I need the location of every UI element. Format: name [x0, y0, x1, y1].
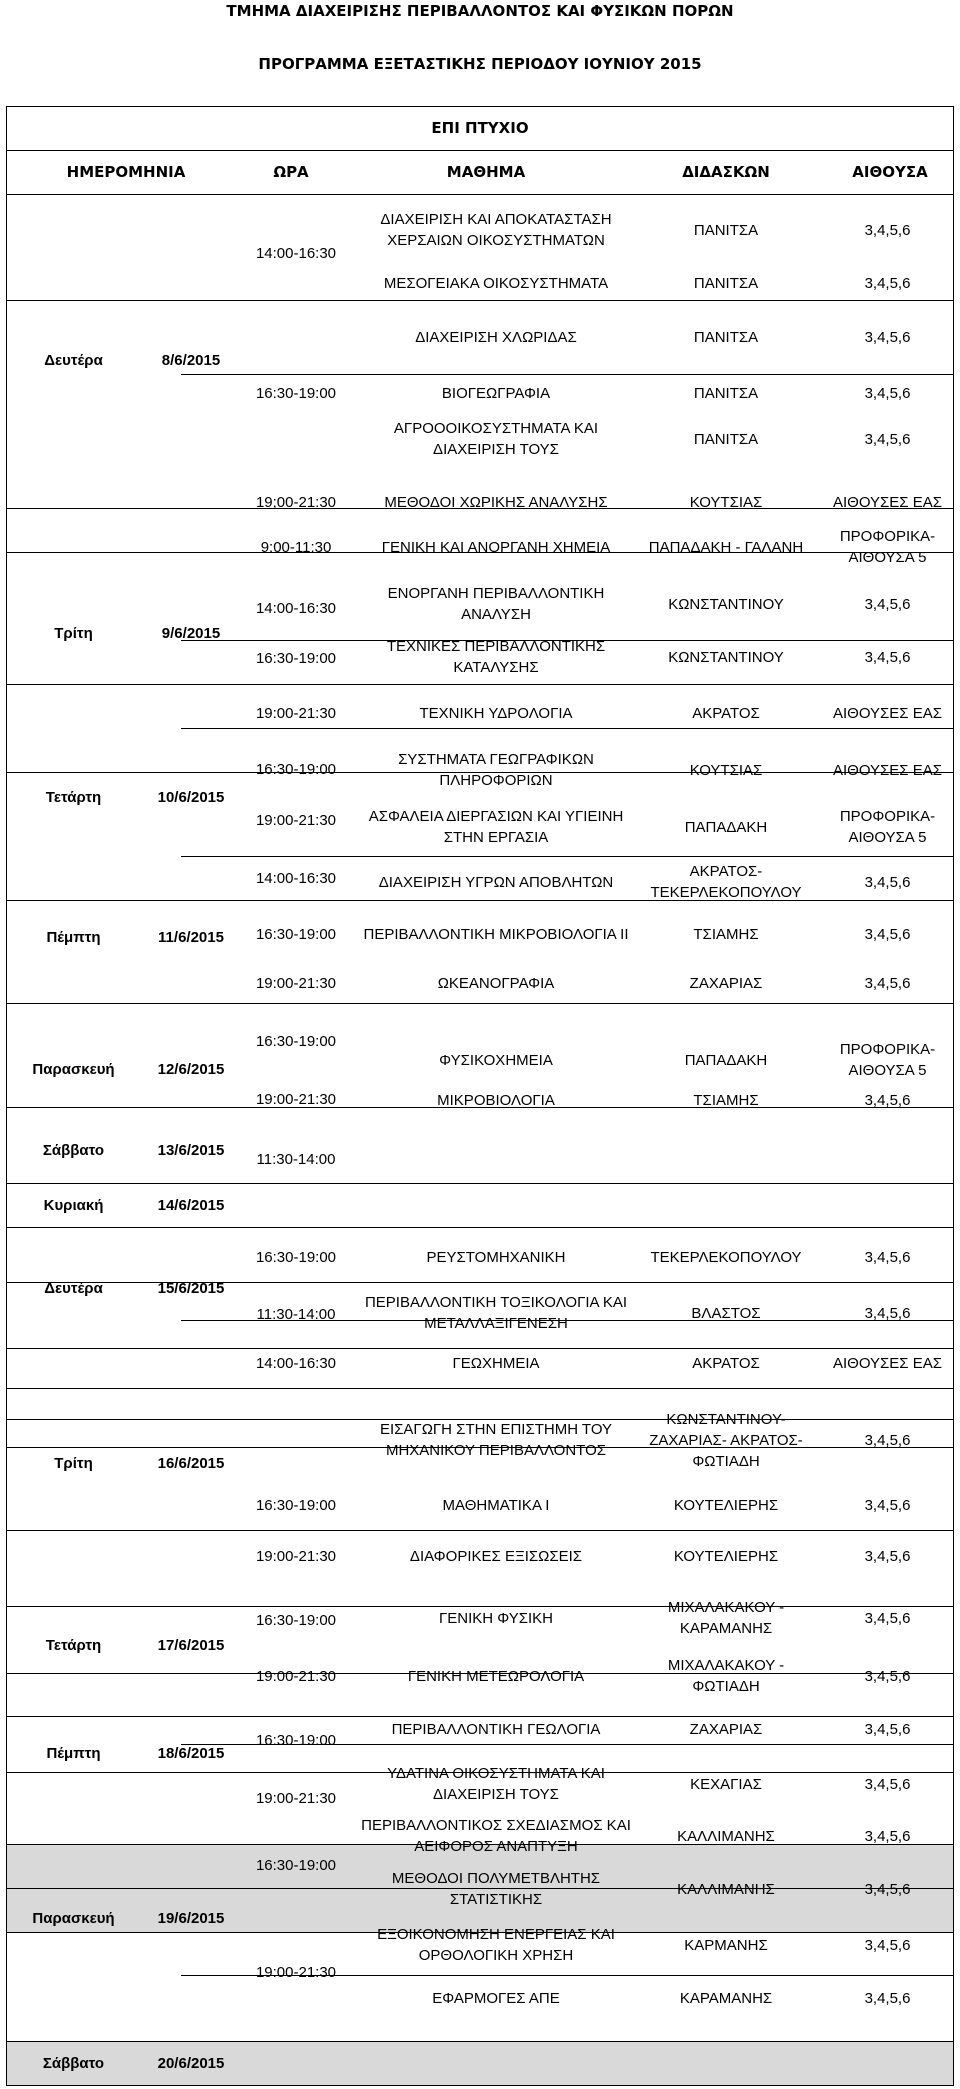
exam-instructor: ΚΑΡΑΜΑΝΗΣ: [679, 1989, 773, 2007]
exam-time: 16:30-19:00: [255, 760, 337, 778]
exam-course: ΠΕΡΙΒΑΛΛΟΝΤΙΚΗ ΜΙΚΡΟΒΙΟΛΟΓΙΑ ΙΙ: [363, 925, 629, 943]
exam-course: ΔΙΑΧΕΙΡΙΣΗ ΥΓΡΩΝ ΑΠΟΒΛΗΤΩΝ: [378, 873, 614, 891]
day-date: 19/6/2015: [157, 1909, 225, 1927]
exam-room: 3,4,5,6: [864, 1989, 911, 2007]
exam-room: 3,4,5,6: [864, 384, 911, 402]
exam-course: ΑΣΦΑΛΕΙΑ ΔΙΕΡΓΑΣΙΩΝ ΚΑΙ ΥΓΙΕΙΝΗ ΣΤΗΝ ΕΡΓΑΣΙΑ: [368, 808, 624, 846]
exam-time: 19;00-21:30: [255, 493, 337, 511]
exam-instructor: ΠΑΠΑΔΑΚΗ: [684, 1051, 768, 1069]
exam-course: ΩΚΕΑΝΟΓΡΑΦΙΑ: [437, 974, 555, 992]
exam-instructor: ΚΑΡΜΑΝΗΣ: [684, 1936, 768, 1954]
exam-course: ΠΕΡΙΒΑΛΛΟΝΤΙΚΗ ΓΕΩΛΟΓΙΑ: [391, 1720, 601, 1738]
day-date: 14/6/2015: [157, 1196, 225, 1214]
day-date: 16/6/2015: [157, 1454, 225, 1472]
exam-time: 11:30-14:00: [256, 1305, 336, 1323]
exam-course: ΔΙΑΧΕΙΡΙΣΗ ΧΛΩΡΙΔΑΣ: [415, 328, 577, 346]
exam-time: 14:00-16:30: [255, 599, 337, 617]
exam-course: ΜΑΘΗΜΑΤΙΚΑ Ι: [442, 1496, 550, 1514]
exam-time: 19:00-21:30: [255, 1667, 337, 1685]
exam-room: 3,4,5,6: [864, 274, 911, 292]
header-time: ΩΡΑ: [273, 162, 309, 181]
exam-course: ΕΞΟΙΚΟΝΟΜΗΣΗ ΕΝΕΡΓΕΙΑΣ ΚΑΙ ΟΡΘΟΛΟΓΙΚΗ ΧΡΗΣΗ: [377, 1926, 615, 1964]
exam-course: ΜΙΚΡΟΒΙΟΛΟΓΙΑ: [437, 1091, 555, 1109]
exam-room: 3,4,5,6: [864, 1827, 911, 1845]
exam-time: 19:00-21:30: [255, 704, 337, 722]
exam-time: 9:00-11:30: [260, 538, 332, 556]
day-date: 15/6/2015: [157, 1279, 225, 1297]
day-name: Παρασκευή: [32, 1909, 115, 1927]
exam-room: 3,4,5,6: [864, 221, 911, 239]
exam-instructor: ΠΑΠΑΔΑΚΗ - ΓΑΛΑΝΗ: [648, 538, 804, 556]
exam-room: 3,4,5,6: [864, 1431, 911, 1449]
page-title: ΤΜΗΜΑ ΔΙΑΧΕΙΡΙΣΗΣ ΠΕΡΙΒΑΛΛΟΝΤΟΣ ΚΑΙ ΦΥΣΙΚΩΝ ΠΟΡΩΝ: [226, 2, 734, 20]
exam-course: ΕΦΑΡΜΟΓΕΣ ΑΠΕ: [432, 1989, 560, 2007]
exam-course: ΜΕΣΟΓΕΙΑΚΑ ΟΙΚΟΣΥΣΤΗΜΑΤΑ: [383, 274, 609, 292]
exam-room: 3,4,5,6: [864, 1775, 911, 1793]
exam-room: ΑΙΘΟΥΣΕΣ ΕΑΣ: [832, 493, 943, 511]
exam-instructor: ΚΟΥΤΕΛΙΕΡΗΣ: [673, 1547, 779, 1565]
exam-course: ΡΕΥΣΤΟΜΗΧΑΝΙΚΗ: [426, 1248, 566, 1266]
exam-instructor: ΤΣΙΑΜΗΣ: [693, 925, 759, 943]
exam-room: 3,4,5,6: [864, 1880, 911, 1898]
exam-instructor: ΤΕΚΕΡΛΕΚΟΠΟΥΛΟΥ: [650, 1248, 802, 1266]
day-name: Σάββατο: [42, 2054, 105, 2072]
day-name: Δευτέρα: [44, 1279, 103, 1297]
exam-course: ΦΥΣΙΚΟΧΗΜΕΙΑ: [439, 1051, 553, 1069]
exam-instructor: ΠΑΝΙΤΣΑ: [693, 221, 759, 239]
exam-schedule-table: [6, 106, 954, 2086]
exam-room: ΠΡΟΦΟΡΙΚΑ- ΑΙΘΟΥΣΑ 5: [839, 528, 936, 566]
exam-time: 14:00-16:30: [255, 869, 337, 887]
exam-instructor: ΚΑΛΛΙΜΑΝΗΣ: [677, 1880, 775, 1898]
exam-course: ΤΕΧΝΙΚΗ ΥΔΡΟΛΟΓΙΑ: [419, 704, 573, 722]
day-name: Παρασκευή: [32, 1060, 115, 1078]
exam-time: 19:00-21:30: [255, 1789, 337, 1807]
day-name: Τρίτη: [54, 1454, 93, 1472]
exam-time: 16:30-19:00: [255, 925, 337, 943]
exam-time: 16:30-19:00: [255, 1611, 337, 1629]
header-date: ΗΜΕΡΟΜΗΝΙΑ: [66, 162, 186, 181]
header-room: ΑΙΘΟΥΣΑ: [852, 162, 928, 181]
section-title: ΕΠΙ ΠΤΥΧΙΟ: [431, 118, 529, 137]
day-date: 13/6/2015: [157, 1141, 225, 1159]
exam-room: 3,4,5,6: [864, 1091, 911, 1109]
exam-instructor: ΚΕΧΑΓΙΑΣ: [690, 1775, 762, 1793]
exam-course: ΠΕΡΙΒΑΛΛΟΝΤΙΚΗ ΤΟΞΙΚΟΛΟΓΙΑ ΚΑΙ ΜΕΤΑΛΛΑΞΙΓΕΝΕΣΗ: [364, 1294, 628, 1332]
exam-time: 19:00-21:30: [255, 974, 337, 992]
exam-room: 3,4,5,6: [864, 1667, 911, 1685]
exam-course: ΓΕΝΙΚΗ ΚΑΙ ΑΝΟΡΓΑΝΗ ΧΗΜΕΙΑ: [381, 538, 611, 556]
exam-course: ΜΕΘΟΔΟΙ ΠΟΛΥΜΕΤΒΛΗΤΗΣ ΣΤΑΤΙΣΤΙΚΗΣ: [391, 1870, 601, 1908]
exam-instructor: ΚΩΝΣΤΑΝΤΙΝΟΥ: [668, 595, 784, 613]
exam-instructor: ΠΑΝΙΤΣΑ: [693, 430, 759, 448]
day-date: 9/6/2015: [161, 624, 221, 642]
exam-room: ΠΡΟΦΟΡΙΚΑ- ΑΙΘΟΥΣΑ 5: [839, 1041, 936, 1079]
exam-instructor: ΚΩΝΣΤΑΝΤΙΝΟΥ- ΖΑΧΑΡΙΑΣ- ΑΚΡΑΤΟΣ- ΦΩΤΙΑΔΗ: [649, 1410, 803, 1470]
exam-time: 16:30-19:00: [255, 1731, 337, 1749]
exam-time: 16:30-19:00: [255, 384, 337, 402]
exam-instructor: ΚΟΥΤΕΛΙΕΡΗΣ: [673, 1496, 779, 1514]
exam-course: ΔΙΑΧΕΙΡΙΣΗ ΚΑΙ ΑΠΟΚΑΤΑΣΤΑΣΗ ΧΕΡΣΑΙΩΝ ΟΙΚΟΣΥΣΤΗΜΑΤΩΝ: [380, 211, 612, 249]
exam-course: ΔΙΑΦΟΡΙΚΕΣ ΕΞΙΣΩΣΕΙΣ: [409, 1547, 583, 1565]
exam-course: ΓΕΝΙΚΗ ΦΥΣΙΚΗ: [438, 1609, 554, 1627]
day-date: 11/6/2015: [158, 928, 224, 946]
exam-room: 3,4,5,6: [864, 873, 911, 891]
exam-room: 3,4,5,6: [864, 925, 911, 943]
exam-time: 16:30-19:00: [255, 1248, 337, 1266]
header-instructor: ΔΙΔΑΣΚΩΝ: [682, 162, 770, 181]
exam-instructor: ΜΙΧΑΛΑΚΑΚΟΥ - ΚΑΡΑΜΑΝΗΣ: [667, 1599, 785, 1637]
exam-instructor: ΚΑΛΛΙΜΑΝΗΣ: [677, 1827, 775, 1845]
day-date: 8/6/2015: [161, 351, 221, 369]
day-name: Κυριακή: [43, 1196, 104, 1214]
exam-course: ΤΕΧΝΙΚΕΣ ΠΕΡΙΒΑΛΛΟΝΤΙΚΗΣ ΚΑΤΑΛΥΣΗΣ: [386, 638, 606, 676]
exam-instructor: ΖΑΧΑΡΙΑΣ: [689, 974, 763, 992]
exam-room: 3,4,5,6: [864, 1248, 911, 1266]
exam-time: 11:30-14:00: [256, 1150, 336, 1168]
exam-room: 3,4,5,6: [864, 1496, 911, 1514]
day-name: Δευτέρα: [44, 351, 103, 369]
exam-time: 16:30-19:00: [255, 1032, 337, 1050]
day-name: Τετάρτη: [45, 788, 102, 806]
day-name: Τρίτη: [54, 624, 93, 642]
exam-instructor: ΠΑΠΑΔΑΚΗ: [684, 818, 768, 836]
exam-course: ΒΙΟΓΕΩΓΡΑΦΙΑ: [441, 384, 551, 402]
exam-instructor: ΑΚΡΑΤΟΣ- ΤΕΚΕΡΛΕΚΟΠΟΥΛΟΥ: [650, 863, 802, 901]
exam-instructor: ΠΑΝΙΤΣΑ: [693, 328, 759, 346]
day-date: 12/6/2015: [157, 1060, 225, 1078]
exam-instructor: ΠΑΝΙΤΣΑ: [693, 274, 759, 292]
exam-room: 3,4,5,6: [864, 1609, 911, 1627]
day-date: 18/6/2015: [157, 1744, 225, 1762]
exam-instructor: ΚΟΥΤΣΙΑΣ: [689, 761, 763, 779]
exam-course: ΠΕΡΙΒΑΛΛΟΝΤΙΚΟΣ ΣΧΕΔΙΑΣΜΟΣ ΚΑΙ ΑΕΙΦΟΡΟΣ ΑΝΑΠΤΥΞΗ: [361, 1817, 631, 1855]
day-date: 20/6/2015: [157, 2054, 225, 2072]
exam-course: ΓΕΝΙΚΗ ΜΕΤΕΩΡΟΛΟΓΙΑ: [407, 1667, 585, 1685]
exam-room: 3,4,5,6: [864, 974, 911, 992]
exam-room: 3,4,5,6: [864, 328, 911, 346]
exam-instructor: ΖΑΧΑΡΙΑΣ: [689, 1720, 763, 1738]
exam-instructor: ΑΚΡΑΤΟΣ: [692, 1354, 760, 1372]
exam-time: 16:30-19:00: [255, 1496, 337, 1514]
day-name: Τετάρτη: [45, 1636, 102, 1654]
exam-time: 14:00-16:30: [255, 1354, 337, 1372]
exam-instructor: ΠΑΝΙΤΣΑ: [693, 384, 759, 402]
exam-room: 3,4,5,6: [864, 1936, 911, 1954]
exam-room: 3,4,5,6: [864, 1547, 911, 1565]
exam-instructor: ΒΛΑΣΤΟΣ: [691, 1304, 761, 1322]
exam-room: 3,4,5,6: [864, 1720, 911, 1738]
day-name: Πέμπτη: [46, 928, 101, 946]
exam-room: 3,4,5,6: [864, 430, 911, 448]
exam-time: 19:00-21:30: [255, 1963, 337, 1981]
exam-instructor: ΑΚΡΑΤΟΣ: [692, 704, 760, 722]
exam-time: 16:30-19:00: [255, 649, 337, 667]
exam-course: ΕΝΟΡΓΑΝΗ ΠΕΡΙΒΑΛΛΟΝΤΙΚΗ ΑΝΑΛΥΣΗ: [387, 585, 605, 623]
exam-course: ΜΕΘΟΔΟΙ ΧΩΡΙΚΗΣ ΑΝΑΛΥΣΗΣ: [384, 493, 608, 511]
exam-time: 19:00-21:30: [255, 1090, 337, 1108]
exam-time: 19:00-21:30: [255, 1547, 337, 1565]
day-name: Πέμπτη: [46, 1744, 101, 1762]
exam-instructor: ΤΣΙΑΜΗΣ: [693, 1091, 759, 1109]
exam-instructor: ΚΟΥΤΣΙΑΣ: [689, 493, 763, 511]
exam-course: ΣΥΣΤΗΜΑΤΑ ΓΕΩΓΡΑΦΙΚΩΝ ΠΛΗΡΟΦΟΡΙΩΝ: [398, 751, 594, 789]
page-subtitle: ΠΡΟΓΡΑΜΜΑ ΕΞΕΤΑΣΤΙΚΗΣ ΠΕΡΙΟΔΟΥ ΙΟΥΝΙΟΥ 2015: [258, 55, 702, 73]
exam-course: ΥΔΑΤΙΝΑ ΟΙΚΟΣΥΣΤΗΜΑΤΑ ΚΑΙ ΔΙΑΧΕΙΡΙΣΗ ΤΟΥΣ: [387, 1765, 605, 1803]
exam-room: ΑΙΘΟΥΣΕΣ ΕΑΣ: [832, 761, 943, 779]
exam-course: ΕΙΣΑΓΩΓΗ ΣΤΗΝ ΕΠΙΣΤΗΜΗ ΤΟΥ ΜΗΧΑΝΙΚΟΥ ΠΕΡΙΒΑΛΛΟΝΤΟΣ: [379, 1421, 613, 1459]
exam-time: 16:30-19:00: [255, 1856, 337, 1874]
exam-time: 14:00-16:30: [255, 244, 337, 262]
exam-room: 3,4,5,6: [864, 648, 911, 666]
day-date: 10/6/2015: [157, 788, 225, 806]
exam-time: 19:00-21:30: [255, 811, 337, 829]
exam-room: ΑΙΘΟΥΣΕΣ ΕΑΣ: [832, 704, 943, 722]
exam-instructor: ΜΙΧΑΛΑΚΑΚΟΥ - ΦΩΤΙΑΔΗ: [667, 1657, 785, 1695]
exam-room: 3,4,5,6: [864, 1304, 911, 1322]
day-date: 17/6/2015: [157, 1636, 225, 1654]
exam-instructor: ΚΩΝΣΤΑΝΤΙΝΟΥ: [668, 648, 784, 666]
exam-room: ΑΙΘΟΥΣΕΣ ΕΑΣ: [832, 1354, 943, 1372]
exam-room: ΠΡΟΦΟΡΙΚΑ- ΑΙΘΟΥΣΑ 5: [839, 808, 936, 846]
exam-course: ΑΓΡΟΟΟΙΚΟΣΥΣΤΗΜΑΤΑ ΚΑΙ ΔΙΑΧΕΙΡΙΣΗ ΤΟΥΣ: [393, 420, 599, 458]
exam-course: ΓΕΩΧΗΜΕΙΑ: [452, 1354, 540, 1372]
exam-room: 3,4,5,6: [864, 595, 911, 613]
day-name: Σάββατο: [42, 1141, 105, 1159]
header-course: ΜΑΘΗΜΑ: [446, 162, 526, 181]
